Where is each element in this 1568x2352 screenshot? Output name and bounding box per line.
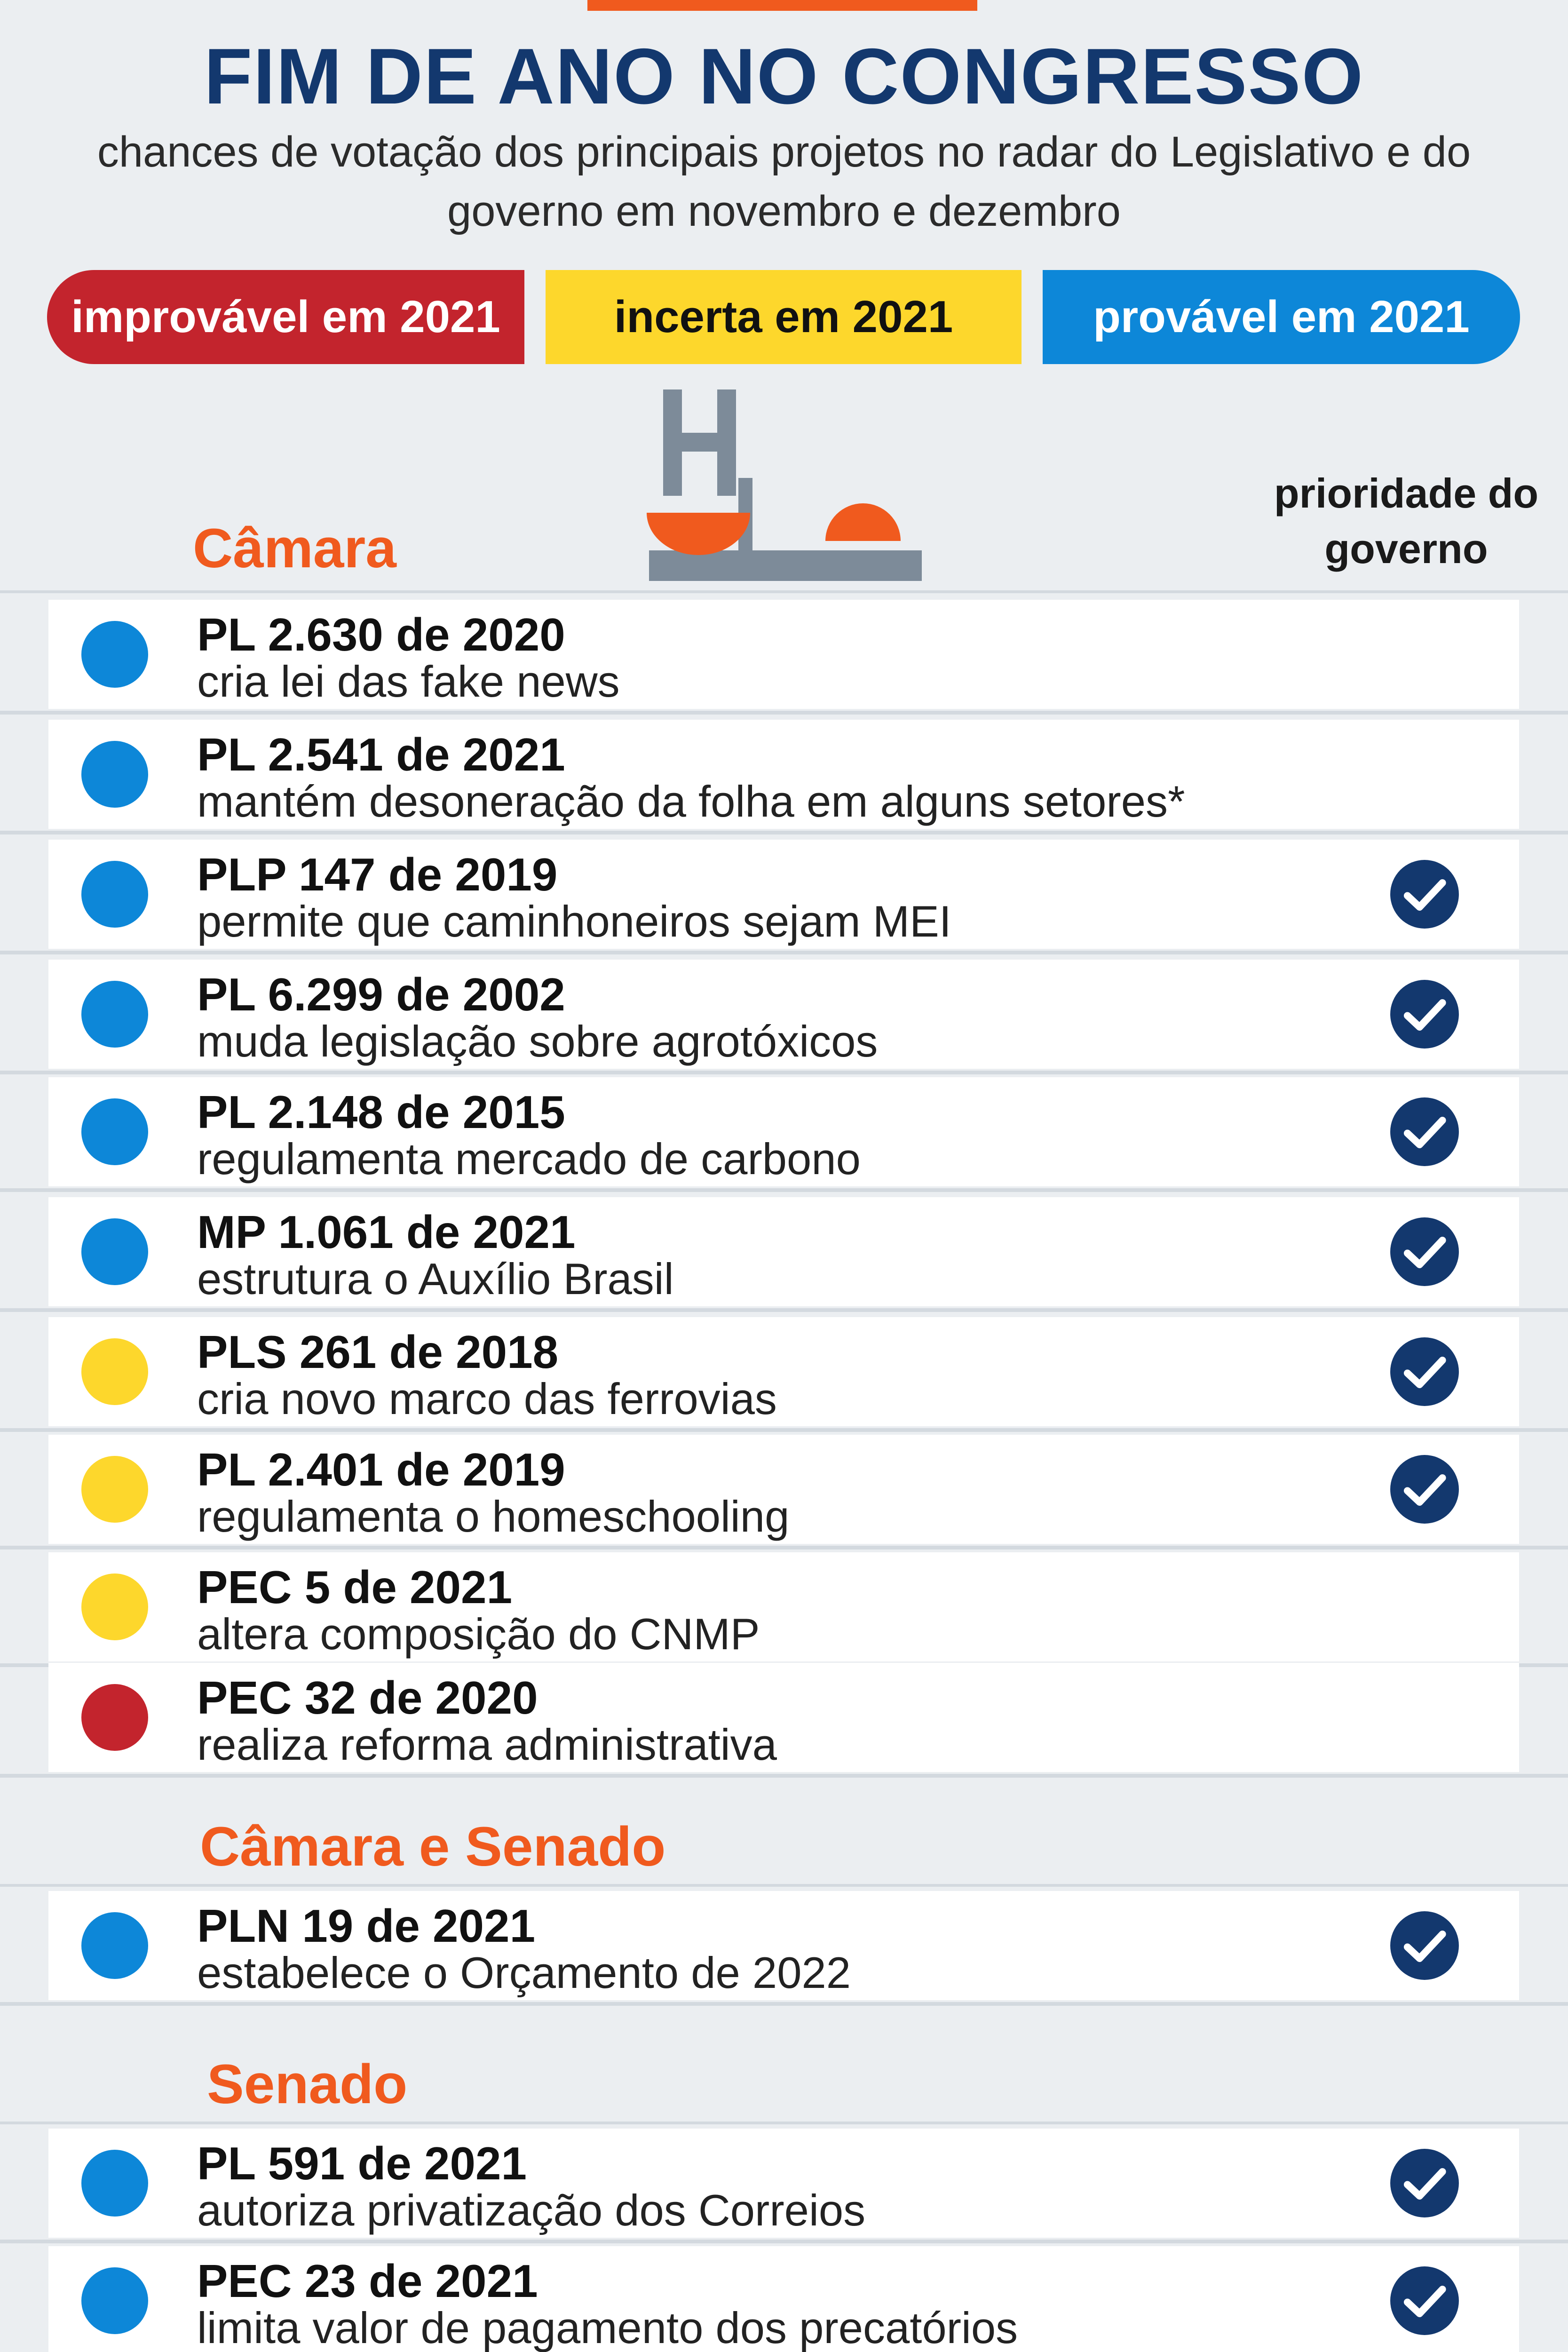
- project-row: [48, 960, 1519, 1069]
- status-dot: [81, 1098, 148, 1165]
- row-divider: [0, 1546, 1568, 1549]
- check-circle-icon: [1389, 1336, 1460, 1407]
- status-dot: [81, 2267, 148, 2334]
- status-dot: [81, 981, 148, 1048]
- project-description: altera composição do CNMP: [197, 1609, 760, 1659]
- section-divider: [0, 2122, 1568, 2124]
- project-description: permite que caminhoneiros sejam MEI: [197, 897, 951, 946]
- row-divider: [0, 1188, 1568, 1192]
- status-dot: [81, 1456, 148, 1523]
- project-description: limita valor de pagamento dos precatórios: [197, 2303, 1018, 2352]
- status-dot: [81, 1218, 148, 1285]
- project-row: [48, 1197, 1519, 1306]
- section-title: Câmara e Senado: [200, 1816, 666, 1878]
- project-description: cria novo marco das ferrovias: [197, 1374, 777, 1423]
- status-dot: [81, 861, 148, 928]
- row-divider: [0, 2240, 1568, 2243]
- check-circle-icon: [1389, 1910, 1460, 1981]
- project-code: MP 1.061 de 2021: [197, 1206, 576, 1258]
- legend-likely: provável em 2021: [1043, 270, 1520, 364]
- project-code: PEC 32 de 2020: [197, 1672, 538, 1724]
- page-title: FIM DE ANO NO CONGRESSO: [204, 32, 1364, 120]
- project-description: estabelece o Orçamento de 2022: [197, 1948, 851, 1997]
- row-divider: [0, 951, 1568, 954]
- row-divider: [0, 831, 1568, 834]
- project-row: [48, 1663, 1519, 1772]
- top-accent-bar: [587, 0, 977, 11]
- project-description: muda legislação sobre agrotóxicos: [197, 1017, 878, 1066]
- check-circle-icon: [1389, 2147, 1460, 2219]
- page-subtitle: chances de votação dos principais projetos no radar do Legislativo e do governo em novembro e dezembro: [97, 128, 1471, 235]
- status-dot: [81, 1573, 148, 1640]
- row-divider: [0, 1774, 1568, 1778]
- project-row: [48, 2246, 1519, 2352]
- project-row: [48, 840, 1519, 949]
- status-dot: [81, 621, 148, 688]
- project-row: [48, 1435, 1519, 1544]
- project-code: PL 2.148 de 2015: [197, 1086, 565, 1138]
- project-code: PLP 147 de 2019: [197, 849, 558, 900]
- check-circle-icon: [1389, 1454, 1460, 1525]
- status-dot: [81, 741, 148, 808]
- project-description: cria lei das fake news: [197, 657, 620, 706]
- status-dot: [81, 1684, 148, 1751]
- project-description: mantém desoneração da folha em alguns setores*: [197, 777, 1185, 826]
- project-row: [48, 1317, 1519, 1426]
- row-divider: [0, 1428, 1568, 1432]
- status-dot: [81, 1912, 148, 1979]
- project-description: realiza reforma administrativa: [197, 1720, 777, 1769]
- project-description: estrutura o Auxílio Brasil: [197, 1254, 674, 1303]
- row-divider: [0, 1308, 1568, 1312]
- priority-column-header: prioridade do governo: [1274, 470, 1539, 572]
- row-divider: [0, 711, 1568, 715]
- project-code: PEC 5 de 2021: [197, 1561, 513, 1613]
- project-row: [48, 2129, 1519, 2238]
- project-code: PLS 261 de 2018: [197, 1326, 559, 1378]
- check-circle-icon: [1389, 1096, 1460, 1168]
- project-description: regulamenta mercado de carbono: [197, 1134, 861, 1184]
- check-circle-icon: [1389, 858, 1460, 930]
- project-description: autoriza privatização dos Correios: [197, 2185, 866, 2235]
- status-dot: [81, 1338, 148, 1405]
- legend-unlikely: improvável em 2021: [47, 270, 524, 364]
- project-code: PEC 23 de 2021: [197, 2255, 538, 2307]
- project-code: PLN 19 de 2021: [197, 1900, 536, 1952]
- section-title: Câmara: [193, 517, 396, 580]
- project-row: [48, 1077, 1519, 1186]
- project-row: [48, 720, 1519, 829]
- project-row: [48, 600, 1519, 709]
- project-row: [48, 1891, 1519, 2000]
- congress-building-icon: [644, 372, 927, 583]
- section-divider: [0, 1884, 1568, 1887]
- check-circle-icon: [1389, 978, 1460, 1050]
- project-row: [48, 1552, 1519, 1661]
- legend-uncertain: incerta em 2021: [546, 270, 1022, 364]
- row-divider: [0, 1071, 1568, 1074]
- check-circle-icon: [1389, 2265, 1460, 2336]
- section-divider: [0, 590, 1568, 593]
- project-code: PL 6.299 de 2002: [197, 969, 565, 1020]
- check-circle-icon: [1389, 1216, 1460, 1287]
- project-code: PL 2.401 de 2019: [197, 1444, 565, 1495]
- project-description: regulamenta o homeschooling: [197, 1492, 790, 1541]
- project-code: PL 2.630 de 2020: [197, 609, 565, 660]
- project-code: PL 2.541 de 2021: [197, 729, 565, 780]
- row-divider: [0, 2002, 1568, 2006]
- project-code: PL 591 de 2021: [197, 2137, 527, 2189]
- status-dot: [81, 2150, 148, 2217]
- section-title: Senado: [207, 2053, 408, 2115]
